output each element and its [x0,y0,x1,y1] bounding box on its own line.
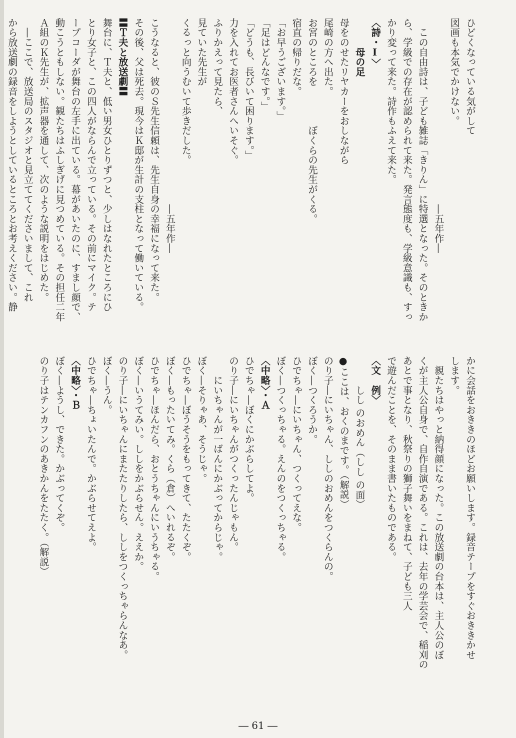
text-line: ぼく―いうてみい。ししをかぶらせん。ええか。 [132,356,144,572]
text-line: かり変って来た。詩作もふえて来た。 [385,18,397,185]
text-line: 宿直の帰りだな。 [290,18,302,97]
text-line: くが主人公自身で、自作自演である。これは、去年の学芸会で、稲刈の [416,356,428,670]
text-line: ―五年作― [432,18,444,254]
text-line: ―五年作― [163,18,175,254]
text-line: で遊んだことを、そのまま書いたものである。 [385,356,397,562]
text-line: その後、父は死去。現今はＫ邸が生計の支柱となって働いている。 [132,18,144,312]
text-line: ひでちゃ―にいちゃん、つくってえな。 [290,356,302,533]
text-line: 見ていた先生が [195,18,207,87]
text-line: しし のおめん（しし の面） [353,356,365,510]
text-line: 「お早うございます。」 [274,18,286,121]
text-line: 尾崎の方へ出た。 [321,18,333,97]
lower-text-block [36,356,476,686]
text-line: 〈文 例〉 [369,356,381,405]
text-line: 母の足 [353,18,365,77]
text-line: 〓Ｔ夫と放送劇〓 [116,18,128,97]
text-line: ぼく―つくっちゃる。えんのをつくっちゃる。 [274,356,286,562]
text-line: ふりかえって見たら、 [211,18,223,116]
text-line: ひでちゃ―ほんだら、おとうちゃんにいうちゃる。 [148,356,160,582]
text-line: くるっと向うむいて歩きだした。 [179,18,191,165]
text-line: ぼく―ようし、できた。かぶってくぞ。 [53,356,65,533]
text-line: 舞台に、Ｔ夫と、低い男女ひとりずつと、少しはなれたところにひ [100,18,112,312]
text-line: 〈詩・Ⅰ〉 [369,18,381,69]
text-line: ―ここで、放送局のスタジオと見立ててくださいまして、これ [21,18,33,303]
upper-text-block [5,18,476,336]
text-line: 〈中略〉・Ａ [258,356,270,410]
text-line: 「足はどんなです。」 [258,18,270,112]
text-line: のり子はテンカフンのあきかんをたたく。（解説） [37,356,49,577]
text-line: Ａ組のＫ先生が、拡声器を通して、次のような説明をはじめた。 [37,18,49,303]
text-line: のり子―にいちゃんにまたたりしたら、ししをつくっちゃらんなあ。 [116,356,128,660]
text-line: ぼく―そりゃあ、そうじゃ。 [195,356,207,484]
text-line: ひでちゃ―ちょいたんで。かぶらせてえよ。 [84,356,96,552]
text-line: ひでちゃ―ぼくにかぶらしてよ。 [242,356,254,503]
text-line: この自由詩は、子ども雑誌「きりん」に特選となった。そのときか [416,18,428,322]
text-line: 「どうも、長びいて困ります。」 [242,18,254,161]
text-line: あとで事となり、秋祭りの獅子舞いをまねて、子ども三人 [400,356,412,611]
text-line: ぼく―つくろうか。 [306,356,318,445]
text-line: ープコーダが舞台の左手に出ている。幕があいたのに、すまし顔で、 [69,18,81,322]
text-line: こうなると、彼のＳ先生信頼は、先生自身の幸福になって来た。 [148,18,160,303]
text-line: にいちゃんが一ばんにかぶってからじゃ。 [211,356,223,562]
text-line: 図画も本気でかけない。 [448,18,460,126]
text-line: ぼく―もったいてみ。くら（倉）へいれるぞ。 [163,356,175,562]
text-line: 母をのせたリヤカーをおしながら [337,18,349,165]
text-line: ひどくなっている気がして [464,18,475,136]
text-line: 動こうともしない。観たちはふしぎげに見つめている。その担任二年 [53,18,65,322]
text-line: ●ここは、おくのまです。（解説） [337,356,349,510]
text-line: 力を入れてお医者さんへいそぐ。 [227,18,239,165]
section-divider [42,346,474,347]
text-line: 〈中略〉・Ｂ [69,356,81,410]
text-line: とり女子と、この四人がならんで立っている。その前にマイク。テ [84,18,96,312]
text-line: から放送劇の録音をしようとしているところとお考えください。静 [5,18,17,312]
page-number: ― 61 ― [238,721,278,732]
text-line: ら、学級での存在が認められて来た。発言態度も、学級意識も、すっ [400,18,412,322]
text-line: かに会話をおききのほどお願いします。録音テープをすぐおききかせ [464,356,475,660]
text-line: ぼく―うん。 [100,356,112,415]
text-line: お宮のところを ぼくらの先生がくる。 [306,18,318,224]
text-line: します。 [448,356,460,396]
text-line: ひでちゃ―ぼうそうをもってきて、たたくぞ。 [179,356,191,562]
text-line: のり子―にいちゃんがつくったんじゃもん。 [227,356,239,552]
text-line: のり子―にいちゃん、ししのおめんをつくらんの。 [321,356,333,582]
text-line: 親たちはやっと納得顔になった。この放送劇の台本は、主人公のぼ [432,356,444,660]
